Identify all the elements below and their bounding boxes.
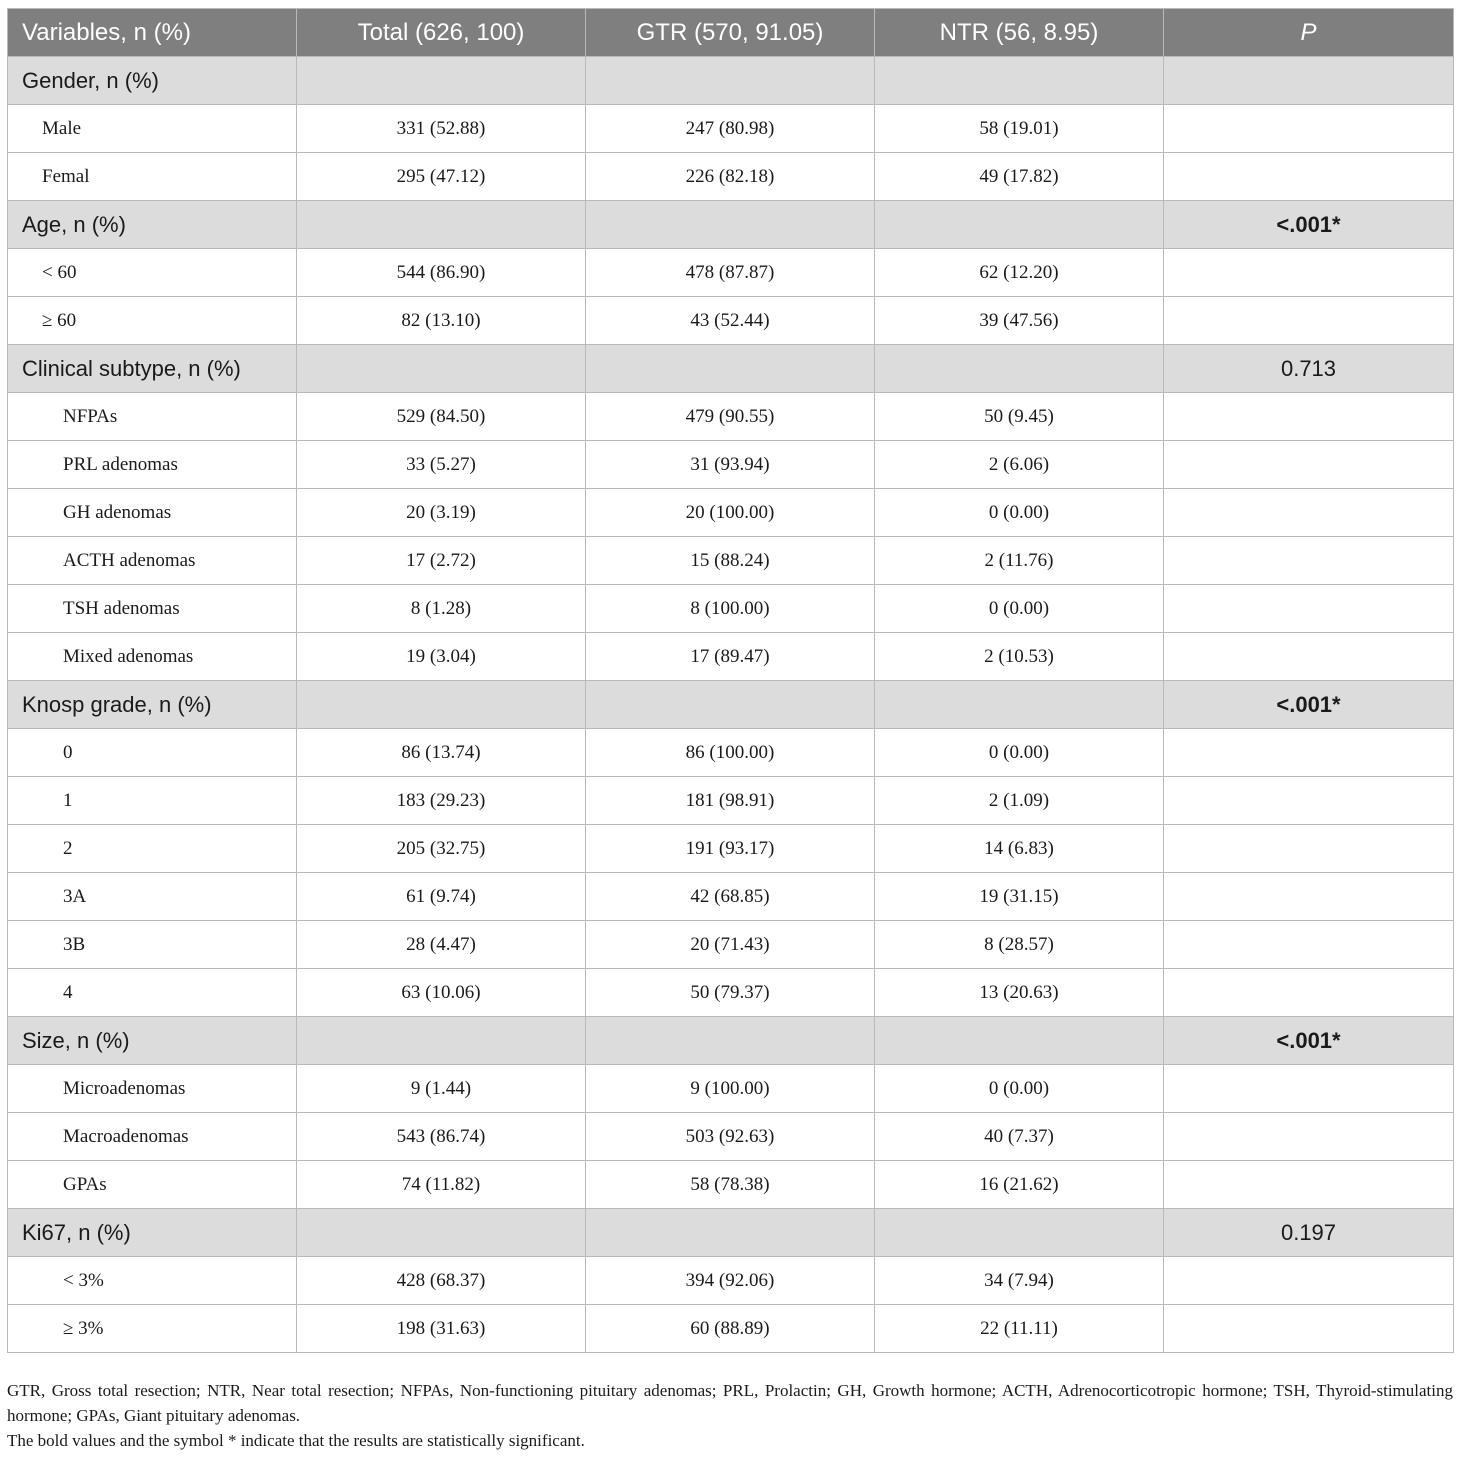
empty-cell xyxy=(586,201,875,249)
table-container xyxy=(7,8,1453,1353)
header-ntr: NTR (56, 8.95) xyxy=(875,9,1164,57)
header-gtr: GTR (570, 91.05) xyxy=(586,9,875,57)
ntr-cell: 34 (7.94) xyxy=(875,1257,1164,1305)
total-cell: 295 (47.12) xyxy=(297,153,586,201)
footnote-significance: The bold values and the symbol * indicate that the results are statistically significant. xyxy=(7,1431,585,1450)
group-label: Age, n (%) xyxy=(8,201,297,249)
group-row xyxy=(8,201,1454,249)
empty-cell xyxy=(875,57,1164,105)
empty-cell xyxy=(1164,873,1454,921)
ntr-cell: 49 (17.82) xyxy=(875,153,1164,201)
p-value: <.001* xyxy=(1164,201,1454,249)
gtr-cell: 15 (88.24) xyxy=(586,537,875,585)
empty-cell xyxy=(586,1209,875,1257)
row-label: PRL adenomas xyxy=(8,441,297,489)
ntr-cell: 2 (11.76) xyxy=(875,537,1164,585)
empty-cell xyxy=(1164,489,1454,537)
data-table xyxy=(7,8,1454,1353)
group-label: Clinical subtype, n (%) xyxy=(8,345,297,393)
ntr-cell: 62 (12.20) xyxy=(875,249,1164,297)
gtr-cell: 20 (71.43) xyxy=(586,921,875,969)
gtr-cell: 503 (92.63) xyxy=(586,1113,875,1161)
empty-cell xyxy=(1164,1065,1454,1113)
table-row xyxy=(8,825,1454,873)
row-label: 3A xyxy=(8,873,297,921)
empty-cell xyxy=(297,201,586,249)
ntr-cell: 2 (6.06) xyxy=(875,441,1164,489)
total-cell: 86 (13.74) xyxy=(297,729,586,777)
row-label: Microadenomas xyxy=(8,1065,297,1113)
total-cell: 61 (9.74) xyxy=(297,873,586,921)
gtr-cell: 394 (92.06) xyxy=(586,1257,875,1305)
ntr-cell: 40 (7.37) xyxy=(875,1113,1164,1161)
total-cell: 74 (11.82) xyxy=(297,1161,586,1209)
ntr-cell: 13 (20.63) xyxy=(875,969,1164,1017)
gtr-cell: 50 (79.37) xyxy=(586,969,875,1017)
ntr-cell: 50 (9.45) xyxy=(875,393,1164,441)
empty-cell xyxy=(1164,969,1454,1017)
table-row xyxy=(8,1257,1454,1305)
gtr-cell: 479 (90.55) xyxy=(586,393,875,441)
gtr-cell: 31 (93.94) xyxy=(586,441,875,489)
table-row xyxy=(8,873,1454,921)
gtr-cell: 8 (100.00) xyxy=(586,585,875,633)
empty-cell xyxy=(586,345,875,393)
gtr-cell: 58 (78.38) xyxy=(586,1161,875,1209)
table-row xyxy=(8,153,1454,201)
table-row xyxy=(8,489,1454,537)
ntr-cell: 19 (31.15) xyxy=(875,873,1164,921)
row-label: ACTH adenomas xyxy=(8,537,297,585)
row-label: ≥ 3% xyxy=(8,1305,297,1353)
empty-cell xyxy=(1164,1161,1454,1209)
row-label: Femal xyxy=(8,153,297,201)
total-cell: 198 (31.63) xyxy=(297,1305,586,1353)
row-label: TSH adenomas xyxy=(8,585,297,633)
gtr-cell: 17 (89.47) xyxy=(586,633,875,681)
total-cell: 8 (1.28) xyxy=(297,585,586,633)
total-cell: 20 (3.19) xyxy=(297,489,586,537)
p-value xyxy=(1164,57,1454,105)
footnote-abbreviations: GTR, Gross total resection; NTR, Near total resection; NFPAs, Non-functioning pituitary adenomas; PRL, Prolactin; GH, Growth hormone; ACTH, Adrenocorticotropic hormone; TSH, Thyroid-stimulating hormone; GPAs, Giant pituitary adenomas. xyxy=(7,1381,1453,1425)
table-footnotes xyxy=(7,1378,1453,1453)
gtr-cell: 9 (100.00) xyxy=(586,1065,875,1113)
empty-cell xyxy=(1164,1257,1454,1305)
table-row xyxy=(8,249,1454,297)
gtr-cell: 20 (100.00) xyxy=(586,489,875,537)
group-label: Ki67, n (%) xyxy=(8,1209,297,1257)
group-row xyxy=(8,57,1454,105)
empty-cell xyxy=(875,681,1164,729)
group-label: Gender, n (%) xyxy=(8,57,297,105)
empty-cell xyxy=(1164,825,1454,873)
ntr-cell: 8 (28.57) xyxy=(875,921,1164,969)
table-body xyxy=(8,57,1454,1353)
header-total: Total (626, 100) xyxy=(297,9,586,57)
header-variables: Variables, n (%) xyxy=(8,9,297,57)
empty-cell xyxy=(586,681,875,729)
ntr-cell: 0 (0.00) xyxy=(875,489,1164,537)
ntr-cell: 58 (19.01) xyxy=(875,105,1164,153)
group-label: Size, n (%) xyxy=(8,1017,297,1065)
table-row xyxy=(8,1065,1454,1113)
empty-cell xyxy=(875,201,1164,249)
empty-cell xyxy=(1164,393,1454,441)
total-cell: 82 (13.10) xyxy=(297,297,586,345)
empty-cell xyxy=(586,1017,875,1065)
row-label: ≥ 60 xyxy=(8,297,297,345)
row-label: 3B xyxy=(8,921,297,969)
empty-cell xyxy=(297,681,586,729)
total-cell: 33 (5.27) xyxy=(297,441,586,489)
table-row xyxy=(8,441,1454,489)
table-row xyxy=(8,777,1454,825)
total-cell: 183 (29.23) xyxy=(297,777,586,825)
total-cell: 28 (4.47) xyxy=(297,921,586,969)
total-cell: 544 (86.90) xyxy=(297,249,586,297)
ntr-cell: 39 (47.56) xyxy=(875,297,1164,345)
group-row xyxy=(8,345,1454,393)
empty-cell xyxy=(586,57,875,105)
row-label: NFPAs xyxy=(8,393,297,441)
group-row xyxy=(8,1209,1454,1257)
gtr-cell: 191 (93.17) xyxy=(586,825,875,873)
gtr-cell: 478 (87.87) xyxy=(586,249,875,297)
p-value: <.001* xyxy=(1164,681,1454,729)
table-row xyxy=(8,969,1454,1017)
empty-cell xyxy=(1164,297,1454,345)
p-value: <.001* xyxy=(1164,1017,1454,1065)
table-row xyxy=(8,1305,1454,1353)
table-row xyxy=(8,537,1454,585)
header-p: P xyxy=(1164,9,1454,57)
table-row xyxy=(8,585,1454,633)
empty-cell xyxy=(1164,633,1454,681)
ntr-cell: 22 (11.11) xyxy=(875,1305,1164,1353)
group-label: Knosp grade, n (%) xyxy=(8,681,297,729)
gtr-cell: 226 (82.18) xyxy=(586,153,875,201)
table-row xyxy=(8,393,1454,441)
gtr-cell: 60 (88.89) xyxy=(586,1305,875,1353)
row-label: 2 xyxy=(8,825,297,873)
gtr-cell: 43 (52.44) xyxy=(586,297,875,345)
ntr-cell: 14 (6.83) xyxy=(875,825,1164,873)
row-label: GPAs xyxy=(8,1161,297,1209)
row-label: Mixed adenomas xyxy=(8,633,297,681)
empty-cell xyxy=(297,57,586,105)
empty-cell xyxy=(875,1017,1164,1065)
ntr-cell: 0 (0.00) xyxy=(875,729,1164,777)
row-label: 4 xyxy=(8,969,297,1017)
gtr-cell: 247 (80.98) xyxy=(586,105,875,153)
empty-cell xyxy=(1164,441,1454,489)
empty-cell xyxy=(1164,249,1454,297)
group-row xyxy=(8,1017,1454,1065)
empty-cell xyxy=(1164,1113,1454,1161)
total-cell: 9 (1.44) xyxy=(297,1065,586,1113)
ntr-cell: 2 (1.09) xyxy=(875,777,1164,825)
row-label: < 60 xyxy=(8,249,297,297)
empty-cell xyxy=(1164,585,1454,633)
total-cell: 529 (84.50) xyxy=(297,393,586,441)
row-label: Male xyxy=(8,105,297,153)
ntr-cell: 16 (21.62) xyxy=(875,1161,1164,1209)
total-cell: 19 (3.04) xyxy=(297,633,586,681)
empty-cell xyxy=(297,1209,586,1257)
total-cell: 63 (10.06) xyxy=(297,969,586,1017)
empty-cell xyxy=(875,345,1164,393)
empty-cell xyxy=(1164,1305,1454,1353)
row-label: 0 xyxy=(8,729,297,777)
ntr-cell: 2 (10.53) xyxy=(875,633,1164,681)
empty-cell xyxy=(1164,537,1454,585)
empty-cell xyxy=(1164,153,1454,201)
empty-cell xyxy=(875,1209,1164,1257)
empty-cell xyxy=(1164,777,1454,825)
gtr-cell: 181 (98.91) xyxy=(586,777,875,825)
empty-cell xyxy=(297,1017,586,1065)
row-label: GH adenomas xyxy=(8,489,297,537)
total-cell: 331 (52.88) xyxy=(297,105,586,153)
table-row xyxy=(8,297,1454,345)
empty-cell xyxy=(1164,921,1454,969)
table-row xyxy=(8,729,1454,777)
gtr-cell: 86 (100.00) xyxy=(586,729,875,777)
empty-cell xyxy=(297,345,586,393)
row-label: Macroadenomas xyxy=(8,1113,297,1161)
header-row xyxy=(8,9,1454,57)
total-cell: 428 (68.37) xyxy=(297,1257,586,1305)
table-row xyxy=(8,105,1454,153)
table-row xyxy=(8,1113,1454,1161)
ntr-cell: 0 (0.00) xyxy=(875,585,1164,633)
total-cell: 205 (32.75) xyxy=(297,825,586,873)
empty-cell xyxy=(1164,729,1454,777)
row-label: 1 xyxy=(8,777,297,825)
empty-cell xyxy=(1164,105,1454,153)
total-cell: 543 (86.74) xyxy=(297,1113,586,1161)
table-row xyxy=(8,1161,1454,1209)
total-cell: 17 (2.72) xyxy=(297,537,586,585)
row-label: < 3% xyxy=(8,1257,297,1305)
gtr-cell: 42 (68.85) xyxy=(586,873,875,921)
table-row xyxy=(8,921,1454,969)
p-value: 0.713 xyxy=(1164,345,1454,393)
p-value: 0.197 xyxy=(1164,1209,1454,1257)
group-row xyxy=(8,681,1454,729)
table-row xyxy=(8,633,1454,681)
ntr-cell: 0 (0.00) xyxy=(875,1065,1164,1113)
